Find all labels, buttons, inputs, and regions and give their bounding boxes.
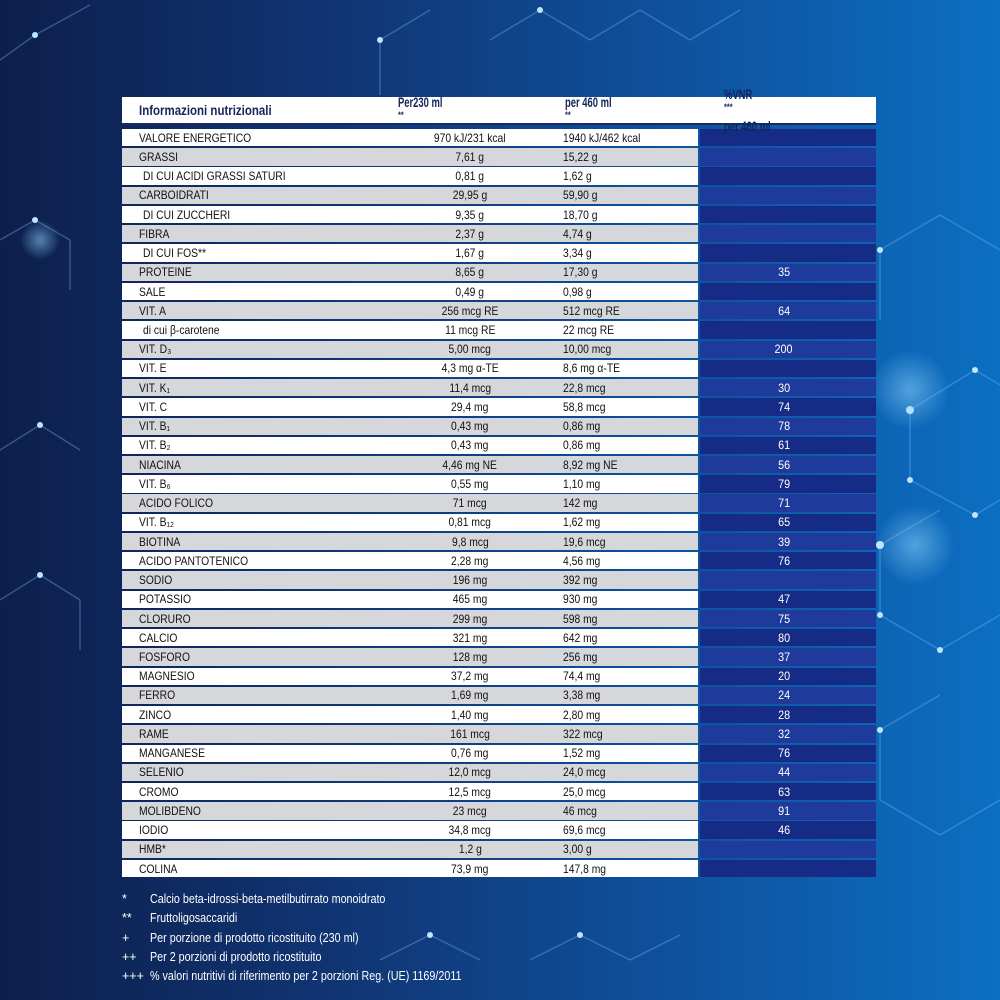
value-per-230: 29,95 g <box>452 188 488 203</box>
nutrient-name: MOLIBDENO <box>139 803 201 818</box>
vnr-value: 64 <box>777 303 790 318</box>
value-per-230: 73,9 mg <box>451 861 489 876</box>
table-row <box>122 321 876 338</box>
vnr-cell <box>700 398 876 415</box>
vnr-value: 37 <box>777 649 790 664</box>
vnr-cell <box>700 706 876 723</box>
table-row <box>122 821 876 838</box>
value-per-460: 1,52 mg <box>562 746 601 761</box>
vnr-cell <box>700 745 876 762</box>
light-glow <box>20 220 60 260</box>
value-per-460: 22,8 mcg <box>562 380 606 395</box>
value-per-460: 17,30 g <box>562 265 598 280</box>
value-per-460: 2,80 mg <box>562 707 601 722</box>
row-values <box>122 475 698 492</box>
value-per-230: 11 mcg RE <box>444 322 496 337</box>
vnr-value: 56 <box>777 457 790 472</box>
value-per-230: 321 mg <box>452 630 488 645</box>
table-row <box>122 745 876 762</box>
header-info: Informazioni nutrizionali <box>139 102 272 118</box>
row-values <box>122 706 698 723</box>
row-values <box>122 129 698 146</box>
table-header <box>122 86 876 134</box>
nutrient-name: MAGNESIO <box>139 669 195 684</box>
table-row <box>122 764 876 781</box>
vnr-cell <box>700 725 876 742</box>
nutrient-name: CLORURO <box>139 611 191 626</box>
value-per-230: 0,43 mg <box>451 419 489 434</box>
value-per-460: 1,10 mg <box>562 476 601 491</box>
row-values <box>122 764 698 781</box>
table-row <box>122 302 876 319</box>
value-per-230: 1,2 g <box>458 842 482 857</box>
nutrient-name: BIOTINA <box>139 534 181 549</box>
header-per-230: Per230 ml ** <box>398 94 443 120</box>
nutrient-name: VIT. E <box>139 361 167 376</box>
vnr-cell <box>700 552 876 569</box>
nutrient-name: VIT. D₃ <box>139 342 172 357</box>
value-per-230: 1,67 g <box>455 246 485 261</box>
vnr-cell <box>700 533 876 550</box>
value-per-460: 3,38 mg <box>562 688 601 703</box>
table-row <box>122 341 876 358</box>
value-per-460: 598 mg <box>562 611 598 626</box>
row-values <box>122 725 698 742</box>
row-values <box>122 398 698 415</box>
footnote-text: Per porzione di prodotto ricostituito (230 ml) <box>150 930 359 945</box>
nutrient-name: CARBOIDRATI <box>139 188 209 203</box>
value-per-230: 256 mcg RE <box>441 303 499 318</box>
vnr-cell <box>700 244 876 261</box>
vnr-value: 75 <box>777 611 790 626</box>
row-values <box>122 802 698 819</box>
vnr-value: 47 <box>777 592 790 607</box>
vnr-cell <box>700 610 876 627</box>
light-glow <box>875 505 955 585</box>
nutrient-name: SALE <box>139 284 166 299</box>
row-values <box>122 860 698 877</box>
value-per-460: 0,86 mg <box>562 419 601 434</box>
nutrient-name: DI CUI ACIDI GRASSI SATURI <box>143 169 286 184</box>
footnote-text: Calcio beta-idrossi-beta-metilbutirrato monoidrato <box>150 892 386 906</box>
footnote-symbol: ** <box>122 911 132 926</box>
nutrient-name: VIT. B₁ <box>139 419 171 434</box>
vnr-value: 200 <box>774 342 793 357</box>
header-vnr: %VNR *** per 460 ml <box>724 86 771 134</box>
value-per-230: 1,40 mg <box>451 707 489 722</box>
nutrient-name: POTASSIO <box>139 592 192 607</box>
vnr-value: 20 <box>777 669 790 684</box>
value-per-460: 930 mg <box>562 592 598 607</box>
value-per-230: 1,69 mg <box>451 688 489 703</box>
light-glow <box>870 350 950 430</box>
value-per-460: 74,4 mg <box>562 669 601 684</box>
row-values <box>122 841 698 858</box>
nutrient-name: VIT. B₂ <box>139 438 171 453</box>
vnr-cell <box>700 764 876 781</box>
nutrient-name: PROTEINE <box>139 265 192 280</box>
vnr-value: 76 <box>777 746 790 761</box>
value-per-460: 322 mcg <box>562 726 603 741</box>
value-per-460: 59,90 g <box>562 188 598 203</box>
nutrient-name: MANGANESE <box>139 746 205 761</box>
vnr-cell <box>700 264 876 281</box>
value-per-230: 0,76 mg <box>451 746 489 761</box>
table-row <box>122 264 876 281</box>
footnote-text: % valori nutritivi di riferimento per 2 porzioni Reg. (UE) 1169/2011 <box>150 969 462 984</box>
vnr-value: 74 <box>777 399 790 414</box>
table-row <box>122 418 876 435</box>
value-per-230: 5,00 mcg <box>448 342 492 357</box>
nutrient-name: FOSFORO <box>139 649 191 664</box>
row-values <box>122 148 698 165</box>
footnote-text: Fruttoligosaccaridi <box>150 911 238 926</box>
vnr-cell <box>700 341 876 358</box>
vnr-cell <box>700 648 876 665</box>
table-row <box>122 456 876 473</box>
row-values <box>122 571 698 588</box>
nutrient-name: ACIDO FOLICO <box>139 496 213 511</box>
nutrient-name: DI CUI ZUCCHERI <box>143 207 231 222</box>
row-values <box>122 514 698 531</box>
header-per-460: per 460 ml ** <box>565 94 612 120</box>
row-values <box>122 437 698 454</box>
row-values <box>122 591 698 608</box>
vnr-value: 35 <box>777 265 790 280</box>
footnote-text: Per 2 porzioni di prodotto ricostituito <box>150 949 322 964</box>
row-values <box>122 610 698 627</box>
nutrient-name: SODIO <box>139 573 173 588</box>
vnr-cell <box>700 283 876 300</box>
vnr-cell <box>700 167 876 184</box>
vnr-value: 46 <box>777 823 790 838</box>
nutrition-table <box>122 86 876 879</box>
value-per-230: 0,55 mg <box>451 476 489 491</box>
row-values <box>122 360 698 377</box>
footnotes <box>122 890 512 986</box>
table-row <box>122 225 876 242</box>
table-row <box>122 841 876 858</box>
vnr-cell <box>700 187 876 204</box>
table-row <box>122 629 876 646</box>
vnr-cell <box>700 418 876 435</box>
value-per-460: 8,92 mg NE <box>562 457 618 472</box>
value-per-460: 512 mcg RE <box>562 303 620 318</box>
table-row <box>122 360 876 377</box>
vnr-cell <box>700 668 876 685</box>
row-values <box>122 206 698 223</box>
row-values <box>122 494 698 511</box>
nutrient-name: VIT. A <box>139 303 166 318</box>
row-values <box>122 379 698 396</box>
table-row <box>122 437 876 454</box>
value-per-460: 8,6 mg α-TE <box>562 361 620 376</box>
row-values <box>122 167 698 184</box>
value-per-230: 71 mcg <box>453 496 488 511</box>
nutrient-name: di cui β-carotene <box>143 322 220 337</box>
value-per-230: 29,4 mg <box>451 399 489 414</box>
row-values <box>122 783 698 800</box>
vnr-cell <box>700 360 876 377</box>
value-per-460: 4,74 g <box>562 226 592 241</box>
footnote <box>122 929 512 948</box>
value-per-460: 3,00 g <box>562 842 592 857</box>
value-per-230: 0,49 g <box>455 284 485 299</box>
value-per-460: 4,56 mg <box>562 553 601 568</box>
table-row <box>122 167 876 184</box>
row-values <box>122 668 698 685</box>
value-per-230: 8,65 g <box>455 265 485 280</box>
vnr-value: 24 <box>777 688 790 703</box>
nutrient-name: SELENIO <box>139 765 184 780</box>
value-per-230: 34,8 mcg <box>448 823 492 838</box>
row-values <box>122 418 698 435</box>
vnr-value: 78 <box>777 419 790 434</box>
nutrient-name: CROMO <box>139 784 179 799</box>
value-per-460: 392 mg <box>562 573 598 588</box>
value-per-230: 299 mg <box>452 611 488 626</box>
table-row <box>122 514 876 531</box>
table-row <box>122 475 876 492</box>
vnr-cell <box>700 514 876 531</box>
nutrient-name: ZINCO <box>139 707 172 722</box>
table-row <box>122 494 876 511</box>
footnote <box>122 890 512 909</box>
row-values <box>122 821 698 838</box>
footnote <box>122 948 512 967</box>
table-row <box>122 687 876 704</box>
table-row <box>122 148 876 165</box>
vnr-cell <box>700 379 876 396</box>
nutrient-name: GRASSI <box>139 149 179 164</box>
table-row <box>122 725 876 742</box>
value-per-230: 161 mcg <box>450 726 490 741</box>
nutrient-name: HMB* <box>139 842 166 857</box>
vnr-cell <box>700 841 876 858</box>
vnr-value: 65 <box>777 515 790 530</box>
vnr-cell <box>700 687 876 704</box>
vnr-value: 28 <box>777 707 790 722</box>
table-row <box>122 283 876 300</box>
row-values <box>122 745 698 762</box>
vnr-cell <box>700 148 876 165</box>
vnr-cell <box>700 591 876 608</box>
vnr-cell <box>700 860 876 877</box>
table-row <box>122 552 876 569</box>
table-row <box>122 398 876 415</box>
nutrient-name: FERRO <box>139 688 176 703</box>
table-row <box>122 379 876 396</box>
value-per-230: 23 mcg <box>453 803 488 818</box>
value-per-230: 970 kJ/231 kcal <box>434 130 506 145</box>
value-per-460: 58,8 mcg <box>562 399 606 414</box>
nutrient-name: RAME <box>139 726 169 741</box>
table-row <box>122 802 876 819</box>
row-values <box>122 341 698 358</box>
value-per-230: 0,81 g <box>455 169 485 184</box>
table-row <box>122 610 876 627</box>
vnr-value: 39 <box>777 534 790 549</box>
row-values <box>122 264 698 281</box>
nutrient-name: CALCIO <box>139 630 178 645</box>
value-per-460: 642 mg <box>562 630 598 645</box>
footnote-symbol: + <box>122 930 130 945</box>
nutrient-name: DI CUI FOS** <box>143 246 207 261</box>
value-per-230: 465 mg <box>452 592 488 607</box>
nutrient-name: ACIDO PANTOTENICO <box>139 553 249 568</box>
row-values <box>122 321 698 338</box>
nutrient-name: FIBRA <box>139 226 170 241</box>
value-per-460: 46 mcg <box>562 803 597 818</box>
vnr-value: 76 <box>777 553 790 568</box>
vnr-cell <box>700 571 876 588</box>
value-per-460: 15,22 g <box>562 149 598 164</box>
value-per-460: 19,6 mcg <box>562 534 606 549</box>
row-values <box>122 244 698 261</box>
value-per-460: 0,86 mg <box>562 438 601 453</box>
vnr-cell <box>700 475 876 492</box>
vnr-cell <box>700 456 876 473</box>
vnr-cell <box>700 225 876 242</box>
row-values <box>122 187 698 204</box>
vnr-cell <box>700 321 876 338</box>
value-per-230: 128 mg <box>452 649 488 664</box>
value-per-230: 196 mg <box>452 573 488 588</box>
value-per-460: 3,34 g <box>562 246 592 261</box>
nutrient-name: VIT. B₆ <box>139 476 171 491</box>
table-row <box>122 783 876 800</box>
vnr-cell <box>700 783 876 800</box>
value-per-460: 0,98 g <box>562 284 592 299</box>
table-row <box>122 244 876 261</box>
table-row <box>122 668 876 685</box>
vnr-cell <box>700 302 876 319</box>
value-per-460: 147,8 mg <box>562 861 606 876</box>
footnote <box>122 909 512 928</box>
nutrient-name: IODIO <box>139 823 169 838</box>
value-per-230: 4,3 mg α-TE <box>441 361 499 376</box>
vnr-value: 30 <box>777 380 790 395</box>
value-per-460: 1,62 mg <box>562 515 601 530</box>
value-per-460: 256 mg <box>562 649 598 664</box>
table-row <box>122 533 876 550</box>
value-per-460: 10,00 mcg <box>562 342 612 357</box>
value-per-230: 4,46 mg NE <box>442 457 498 472</box>
row-values <box>122 629 698 646</box>
vnr-cell <box>700 629 876 646</box>
value-per-460: 142 mg <box>562 496 598 511</box>
footnote-symbol: ++ <box>122 949 137 964</box>
vnr-value: 32 <box>777 726 790 741</box>
value-per-460: 24,0 mcg <box>562 765 606 780</box>
table-row <box>122 571 876 588</box>
value-per-460: 18,70 g <box>562 207 598 222</box>
table-row <box>122 206 876 223</box>
row-values <box>122 648 698 665</box>
vnr-value: 79 <box>777 476 790 491</box>
value-per-230: 12,5 mcg <box>448 784 492 799</box>
vnr-cell <box>700 802 876 819</box>
nutrient-name: VALORE ENERGETICO <box>139 130 252 145</box>
nutrient-name: NIACINA <box>139 457 181 472</box>
nutrient-name: VIT. K₁ <box>139 380 171 395</box>
table-body <box>122 129 876 877</box>
row-values <box>122 283 698 300</box>
value-per-230: 0,43 mg <box>451 438 489 453</box>
row-values <box>122 302 698 319</box>
value-per-230: 0,81 mcg <box>448 515 492 530</box>
value-per-460: 22 mcg RE <box>562 322 614 337</box>
footnote <box>122 967 512 986</box>
vnr-value: 71 <box>777 496 790 511</box>
row-values <box>122 687 698 704</box>
nutrient-name: VIT. B₁₂ <box>139 515 175 530</box>
vnr-value: 80 <box>777 630 790 645</box>
vnr-cell <box>700 206 876 223</box>
vnr-value: 61 <box>777 438 790 453</box>
value-per-460: 1940 kJ/462 kcal <box>562 130 641 145</box>
vnr-value: 63 <box>777 784 790 799</box>
table-row <box>122 187 876 204</box>
value-per-460: 69,6 mcg <box>562 823 606 838</box>
vnr-value: 91 <box>777 803 790 818</box>
value-per-230: 2,37 g <box>455 226 485 241</box>
value-per-230: 9,8 mcg <box>451 534 489 549</box>
row-values <box>122 225 698 242</box>
value-per-460: 25,0 mcg <box>562 784 606 799</box>
vnr-cell <box>700 821 876 838</box>
row-values <box>122 552 698 569</box>
footnote-symbol: +++ <box>122 969 144 984</box>
nutrient-name: VIT. C <box>139 399 168 414</box>
value-per-460: 1,62 g <box>562 169 592 184</box>
value-per-230: 11,4 mcg <box>449 380 491 395</box>
vnr-value: 44 <box>777 765 790 780</box>
vnr-cell <box>700 437 876 454</box>
table-row <box>122 591 876 608</box>
nutrient-name: COLINA <box>139 861 178 876</box>
row-values <box>122 533 698 550</box>
footnote-symbol: * <box>122 892 127 906</box>
table-row <box>122 706 876 723</box>
value-per-230: 2,28 mg <box>451 553 489 568</box>
value-per-230: 12,0 mcg <box>448 765 492 780</box>
value-per-230: 9,35 g <box>455 207 485 222</box>
value-per-230: 7,61 g <box>455 149 485 164</box>
value-per-230: 37,2 mg <box>451 669 489 684</box>
row-values <box>122 456 698 473</box>
vnr-cell <box>700 494 876 511</box>
table-row <box>122 860 876 877</box>
table-row <box>122 648 876 665</box>
